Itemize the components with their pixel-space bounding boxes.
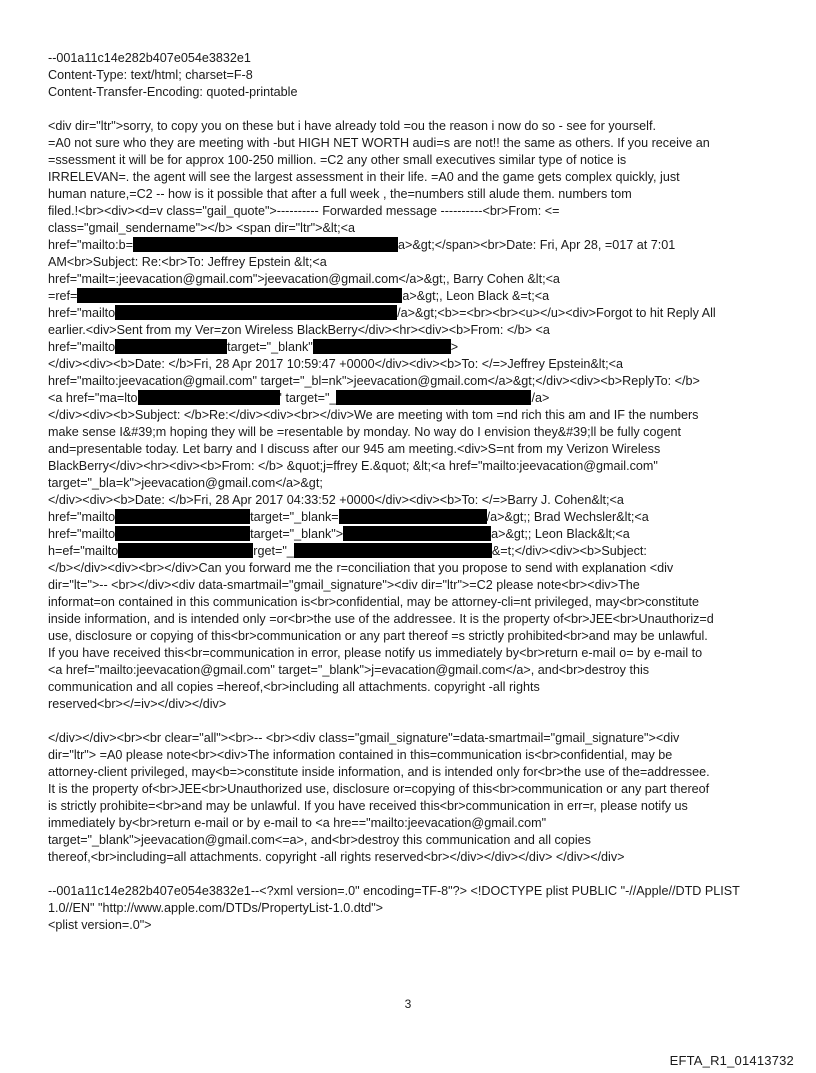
text-segment: and=presentable today. Let barry and I discuss after our 945 am meeting.<div>S=nt from my Verizon Wireless bbox=[48, 442, 661, 456]
text-line bbox=[48, 526, 778, 543]
text-line bbox=[48, 390, 778, 407]
text-line: 1.0//EN" "http://www.apple.com/DTDs/PropertyList-1.0.dtd"> bbox=[48, 901, 384, 915]
plist-section bbox=[48, 883, 778, 934]
text-line bbox=[48, 135, 778, 152]
text-segment: earlier.<div>Sent from my Ver=zon Wireless BlackBerry</div><hr><div><b>From: </b> <a bbox=[48, 323, 550, 337]
text-line bbox=[48, 169, 778, 186]
mime-header bbox=[48, 50, 778, 101]
blank-line bbox=[48, 101, 778, 118]
text-segment: communication and all copies =hereof,<br>including all attachments. copyright -all rights bbox=[48, 680, 540, 694]
text-segment: reserved<br></=iv></div></div> bbox=[48, 697, 227, 711]
text-segment: <a href="ma=lto bbox=[48, 391, 138, 405]
text-line bbox=[48, 288, 778, 305]
text-segment: target="_blank"> bbox=[250, 527, 344, 541]
text-segment: &=t;</div><div><b>Subject: bbox=[491, 544, 647, 558]
text-segment: href="mailto bbox=[48, 340, 116, 354]
text-segment: href="mailto bbox=[48, 306, 116, 320]
text-segment: a>&gt;</span><br>Date: Fri, Apr 28, =017 at 7:01 bbox=[397, 238, 676, 252]
signature-section bbox=[48, 730, 778, 866]
page-number: 3 bbox=[404, 997, 412, 1011]
text-line: </div></div><br><br clear="all"><br>-- <br><div class="gmail_signature"=data-smartmail="gmail_signature"><div bbox=[48, 731, 680, 745]
text-segment: If you have received this<br=communication in error, please notify us immediately by<br>return e-mail o= by e-mail to bbox=[48, 646, 703, 660]
redaction-box bbox=[115, 339, 227, 354]
text-line bbox=[48, 645, 778, 662]
redaction-box bbox=[133, 237, 398, 252]
text-line bbox=[48, 679, 778, 696]
text-line: is strictly prohibite=<br>and may be unlawful. If you have received this<br>communication in err=r, please notify us bbox=[48, 799, 688, 813]
text-line: dir="ltr"> =A0 please note<br><div>The information contained in this=communication is<br>confidential, may be bbox=[48, 748, 673, 762]
text-segment: href="mailto bbox=[48, 527, 116, 541]
redaction-box bbox=[118, 543, 253, 558]
text-segment: rget="_ bbox=[253, 544, 294, 558]
text-line bbox=[48, 577, 778, 594]
text-segment: filed.!<br><div><d=v class="gail_quote">---------- Forwarded message ----------<br>From: <= bbox=[48, 204, 560, 218]
text-segment: /a>&gt;; Brad Wechsler&lt;<a bbox=[486, 510, 649, 524]
redaction-box bbox=[336, 390, 531, 405]
text-line bbox=[48, 662, 778, 679]
text-segment: a>&gt;; Leon Black&lt;<a bbox=[491, 527, 630, 541]
redaction-box bbox=[343, 526, 491, 541]
text-segment: href="mailto:b= bbox=[48, 238, 133, 252]
text-segment: ' target="_ bbox=[279, 391, 337, 405]
text-line bbox=[48, 407, 778, 424]
redaction-box bbox=[115, 305, 397, 320]
text-line: Content-Transfer-Encoding: quoted-printable bbox=[48, 85, 298, 99]
text-segment: human nature,=C2 -- how is it possible that after a full week , the=numbers still alude them. numbers tom bbox=[48, 187, 632, 201]
text-line bbox=[48, 628, 778, 645]
text-line bbox=[48, 237, 778, 254]
text-line bbox=[48, 594, 778, 611]
text-line bbox=[48, 560, 778, 577]
text-line: immediately by<br>return e-mail or by e-mail to <a hre=="mailto:jeevacation@gmail.com" bbox=[48, 816, 547, 830]
text-line bbox=[48, 254, 778, 271]
redaction-box bbox=[115, 526, 250, 541]
text-line bbox=[48, 339, 778, 356]
text-segment: > bbox=[450, 340, 459, 354]
text-line bbox=[48, 509, 778, 526]
email-source-document bbox=[48, 50, 778, 934]
text-segment: target="_blank= bbox=[250, 510, 339, 524]
text-segment: =ref= bbox=[48, 289, 78, 303]
text-segment: </div><div><b>Subject: </b>Re:</div><div><br></div>We are meeting with tom =nd rich this am and IF the numbers bbox=[48, 408, 699, 422]
text-segment: make sense I&#39;m hoping they will be =resentable by monday. No way do I envision they&#39;ll be fully cogent bbox=[48, 425, 681, 439]
text-segment: a>&gt;, Leon Black &=t;<a bbox=[402, 289, 550, 303]
text-line bbox=[48, 611, 778, 628]
text-line bbox=[48, 696, 778, 713]
text-line bbox=[48, 186, 778, 203]
text-segment: <div dir="ltr">sorry, to copy you on these but i have already told =ou the reason i now do so - see for yourself. bbox=[48, 119, 656, 133]
text-segment: href="mailto:jeevacation@gmail.com" target="_bl=nk">jeevacation@gmail.com</a>&gt;</div><div><b>ReplyTo: </b> bbox=[48, 374, 700, 388]
text-line: Content-Type: text/html; charset=F-8 bbox=[48, 68, 253, 82]
text-segment: target="_bla=k">jeevacation@gmail.com</a>&gt; bbox=[48, 476, 323, 490]
text-segment: AM<br>Subject: Re:<br>To: Jeffrey Epstein &lt;<a bbox=[48, 255, 327, 269]
text-line: It is the property of<br>JEE<br>Unauthorized use, disclosure or=copying of this<br>communication or any part thereof bbox=[48, 782, 710, 796]
bates-footer: EFTA_R1_01413732 bbox=[669, 1053, 794, 1068]
text-segment: </div><div><b>Date: </b>Fri, 28 Apr 2017 10:59:47 +0000</div><div><b>To: </=>Jeffrey Epstein&lt;<a bbox=[48, 357, 623, 371]
text-line bbox=[48, 475, 778, 492]
text-line bbox=[48, 373, 778, 390]
text-segment: href="mailt=:jeevacation@gmail.com">jeevacation@gmail.com</a>&gt;, Barry Cohen &lt;<a bbox=[48, 272, 560, 286]
text-line bbox=[48, 203, 778, 220]
text-line: <plist version=.0"> bbox=[48, 918, 152, 932]
text-segment: BlackBerry</div><hr><div><b>From: </b> &quot;j=ffrey E.&quot; &lt;<a href="mailto:jeevacation@gmail.com" bbox=[48, 459, 658, 473]
text-segment: use, disclosure or copying of this<br>communication or any part thereof =s strictly prohibited<br>and may be unlawful. bbox=[48, 629, 708, 643]
blank-line bbox=[48, 866, 778, 883]
redaction-box bbox=[313, 339, 451, 354]
redaction-box bbox=[115, 509, 250, 524]
text-segment: inside information, and is intended only =or<br>the use of the addressee. It is the property of<br>JEE<br>Unauthoriz=d bbox=[48, 612, 714, 626]
blank-line bbox=[48, 713, 778, 730]
text-segment: dir="lt=">-- <br></div><div data-smartmail="gmail_signature"><div dir="ltr">=C2 please note<br><div>The bbox=[48, 578, 640, 592]
redaction-box bbox=[77, 288, 402, 303]
text-line bbox=[48, 492, 778, 509]
text-segment: href="mailto bbox=[48, 510, 116, 524]
text-line: --001a11c14e282b407e054e3832e1--<?xml version=.0" encoding=TF-8"?> <!DOCTYPE plist PUBLIC "-//Apple//DTD PLIST bbox=[48, 884, 740, 898]
text-segment: /a> bbox=[531, 391, 550, 405]
text-line: thereof,<br>including=all attachments. copyright -all rights reserved<br></div></div></div> </div></div> bbox=[48, 850, 625, 864]
text-segment: =ssessment it will be for approx 100-250 million. =C2 any other small executives similar type of notice is bbox=[48, 153, 627, 167]
text-segment: target="_blank" bbox=[227, 340, 313, 354]
text-line bbox=[48, 543, 778, 560]
text-segment: </div><div><b>Date: </b>Fri, 28 Apr 2017 04:33:52 +0000</div><div><b>To: </=>Barry J. Cohen&lt;<a bbox=[48, 493, 624, 507]
text-segment: IRRELEVAN=. the agent will see the largest assessment in their life. =A0 and the game gets complex quickly, just bbox=[48, 170, 680, 184]
text-line: target="_blank">jeevacation@gmail.com<=a>, and<br>destroy this communication and all copies bbox=[48, 833, 591, 847]
html-body-section bbox=[48, 118, 778, 713]
text-segment: h=ef="mailto bbox=[48, 544, 119, 558]
text-line bbox=[48, 271, 778, 288]
text-line bbox=[48, 441, 778, 458]
text-line bbox=[48, 220, 778, 237]
text-line bbox=[48, 322, 778, 339]
text-segment: <a href="mailto:jeevacation@gmail.com" target="_blank">j=evacation@gmail.com</a>, and<br>destroy this bbox=[48, 663, 650, 677]
text-segment: =A0 not sure who they are meeting with -but HIGH NET WORTH audi=s are not!! the same as others. If you receive an bbox=[48, 136, 710, 150]
text-line bbox=[48, 458, 778, 475]
text-segment: informat=on contained in this communication is<br>confidential, may be attorney-cli=nt privileged, may<br>constitute bbox=[48, 595, 700, 609]
text-segment: class="gmail_sendername"></b> <span dir="ltr">&lt;<a bbox=[48, 221, 356, 235]
redaction-box bbox=[138, 390, 280, 405]
text-segment: /a>&gt;<b>=<br><br><u></u><div>Forgot to hit Reply All bbox=[397, 306, 716, 320]
text-line bbox=[48, 424, 778, 441]
text-line: --001a11c14e282b407e054e3832e1 bbox=[48, 51, 251, 65]
text-segment: </b></div><div><br></div>Can you forward me the r=conciliation that you propose to send with explanation <div bbox=[48, 561, 674, 575]
redaction-box bbox=[339, 509, 487, 524]
redaction-box bbox=[294, 543, 492, 558]
text-line bbox=[48, 305, 778, 322]
text-line bbox=[48, 152, 778, 169]
text-line bbox=[48, 118, 778, 135]
text-line: attorney-client privileged, may<b=>constitute inside information, and is intended only for<br>the use of the=addressee. bbox=[48, 765, 710, 779]
text-line bbox=[48, 356, 778, 373]
